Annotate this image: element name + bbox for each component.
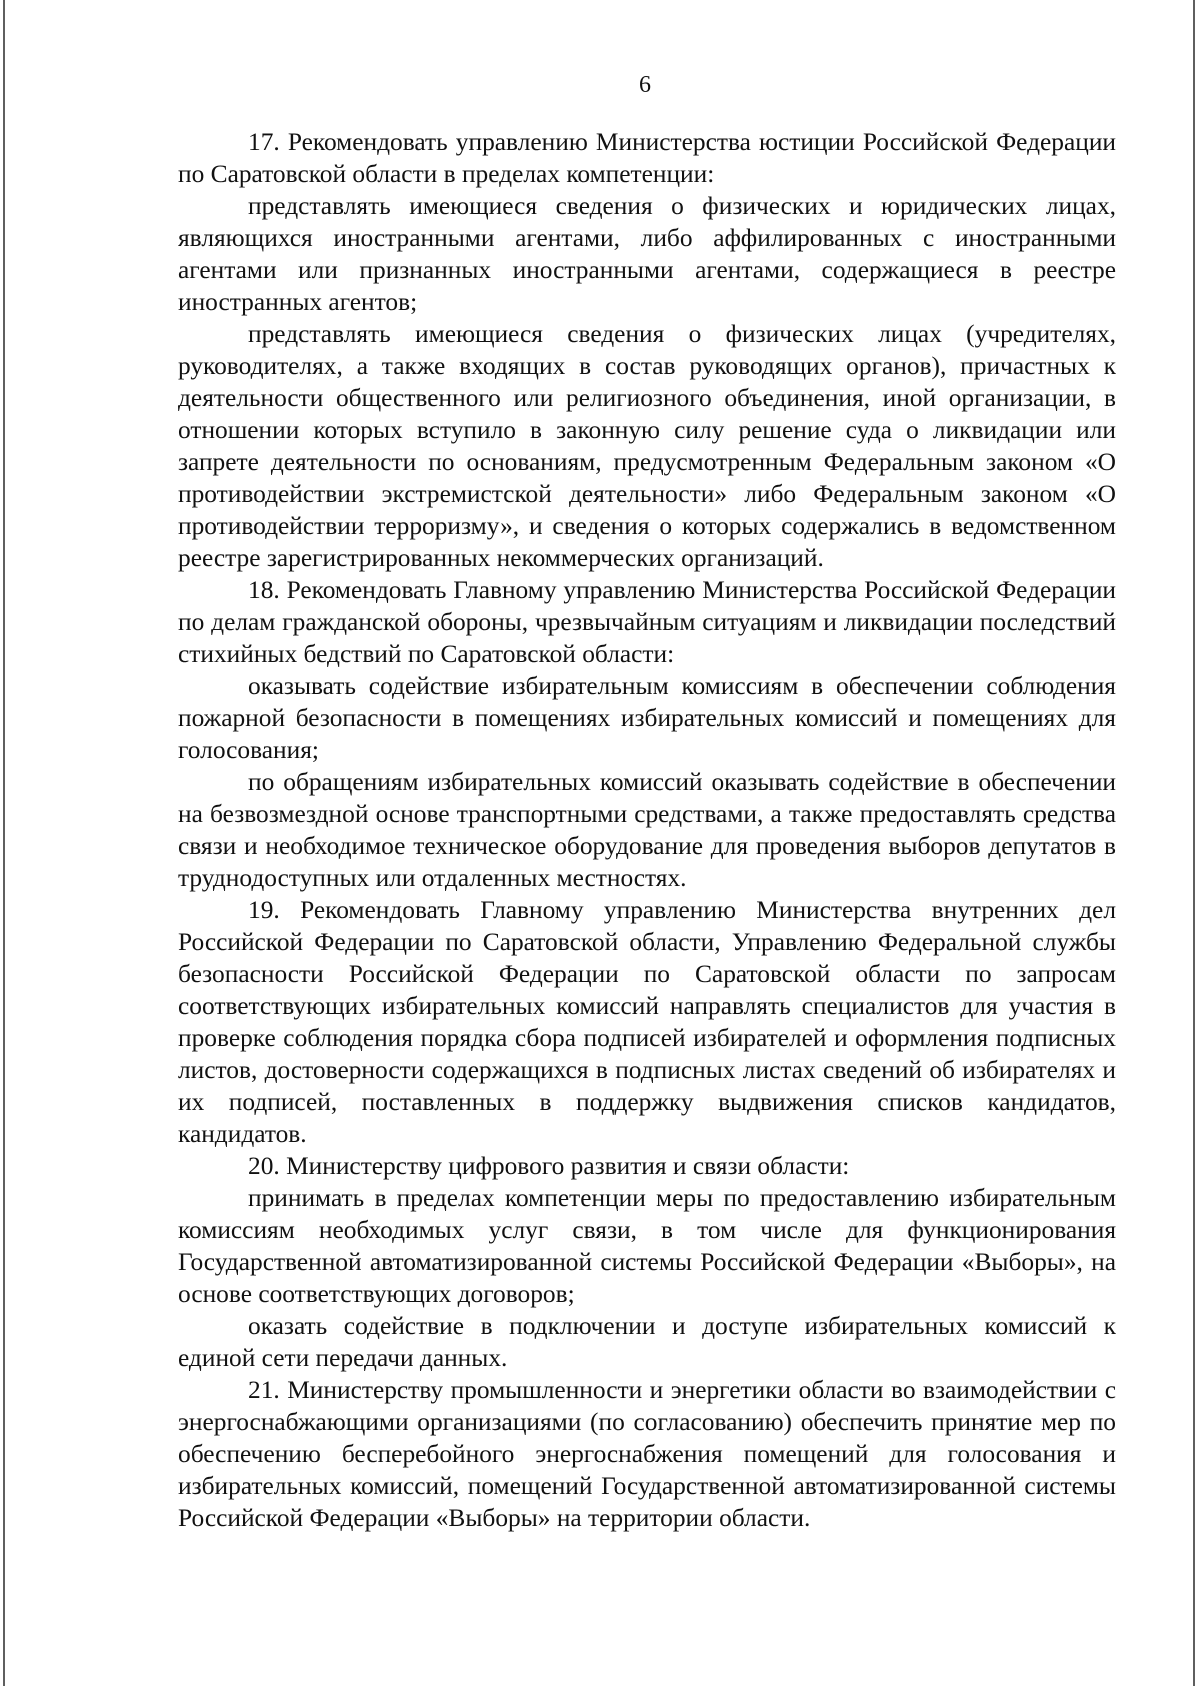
paragraph-20-item-2: оказать содействие в подключении и доступе избирательных комиссий к единой сети передачи данных. [178,1312,1116,1372]
paragraph-17: 17. Рекомендовать управлению Министерства юстиции Российской Федерации по Саратовской области в пределах компетенции: [178,128,1116,188]
scan-edge-left [3,0,5,1686]
paragraph-20-item-1: принимать в пределах компетенции меры по предоставлению избирательным комиссиям необходимых услуг связи, в том числе для функционирования Государственной автоматизированной системы Российской Федерации «Выборы», на основе соответствующих договоров; [178,1184,1116,1308]
paragraph-18-item-1: оказывать содействие избирательным комиссиям в обеспечении соблюдения пожарной безопасности в помещениях избирательных комиссий и помещениях для голосования; [178,672,1116,764]
paragraph-17-item-1: представлять имеющиеся сведения о физических и юридических лицах, являющихся иностранными агентами, либо аффилированных с иностранными агентами или признанных иностранными агентами, содержащиеся в реестре иностранных агентов; [178,192,1116,316]
paragraph-20: 20. Министерству цифрового развития и связи области: [248,1152,850,1180]
paragraph-18-item-2: по обращениям избирательных комиссий оказывать содействие в обеспечении на безвозмездной основе транспортными средствами, а также предоставлять средства связи и необходимое техническое оборудование для проведения выборов депутатов в труднодоступных или отдаленных местностях. [178,768,1116,892]
paragraph-17-item-2: представлять имеющиеся сведения о физических лицах (учредителях, руководителях, а также входящих в состав руководящих органов), причастных к деятельности общественного или религиозного объединения, иной организации, в отношении которых вступило в законную силу решение суда о ликвидации или запрете деятельности по основаниям, предусмотренным Федеральным законом «О противодействии экстремистской деятельности» либо Федеральным законом «О противодействии терроризму», и сведения о которых содержались в ведомственном реестре зарегистрированных некоммерческих организаций. [178,320,1116,572]
paragraph-18: 18. Рекомендовать Главному управлению Министерства Российской Федерации по делам гражданской обороны, чрезвычайным ситуациям и ликвидации последствий стихийных бедствий по Саратовской области: [178,576,1116,668]
paragraph-19: 19. Рекомендовать Главному управлению Министерства внутренних дел Российской Федерации по Саратовской области, Управлению Федеральной службы безопасности Российской Федерации по Саратовской области по запросам соответствующих избирательных комиссий направлять специалистов для участия в проверке соблюдения порядка сбора подписей избирателей и оформления подписных листов, достоверности содержащихся в подписных листах сведений об избирателях и их подписей, поставленных в поддержку выдвижения списков кандидатов, кандидатов. [178,896,1116,1148]
paragraph-21: 21. Министерству промышленности и энергетики области во взаимодействии с энергоснабжающими организациями (по согласованию) обеспечить принятие мер по обеспечению бесперебойного энергоснабжения помещений для голосования и избирательных комиссий, помещений Государственной автоматизированной системы Российской Федерации «Выборы» на территории области. [178,1376,1116,1532]
page-number: 6 [639,72,651,98]
scan-edge-right [1193,0,1195,1686]
document-body [178,126,1116,1534]
